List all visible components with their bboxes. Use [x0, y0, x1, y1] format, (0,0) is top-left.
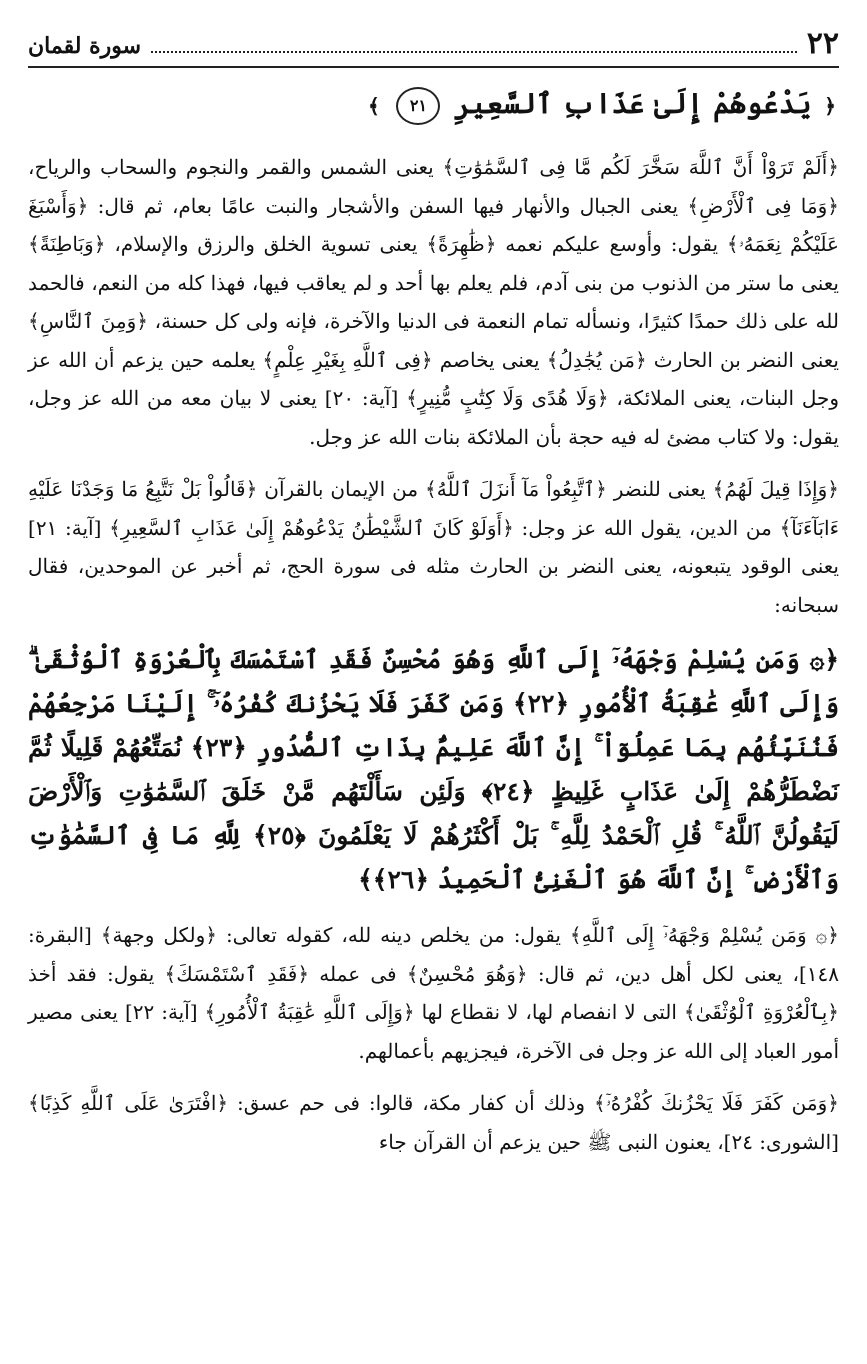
- spacer: [28, 456, 839, 470]
- commentary-paragraph-1: ﴿أَلَمْ تَرَوْاْ أَنَّ ٱللَّهَ سَخَّرَ لَكُم مَّا فِى ٱلسَّمَٰوَٰتِ﴾ يعنى الشمس والقمر والنجوم والسحاب والرياح، ﴿وَمَا فِى ٱلْأَرْضِ﴾ يعنى الجبال والأنهار فيها السفن والأشجار والنبت عامًا بعام، ثم قال: ﴿وَأَسْبَغَ عَلَيْكُمْ نِعَمَهُۥ﴾ يقول: وأوسع عليكم نعمه ﴿ظَٰهِرَةً﴾ يعنى تسوية الخلق والرزق والإسلام، ﴿وَبَاطِنَةً﴾ يعنى ما ستر من الذنوب من بنى آدم، فلم يعلم بها أحد و لم يعاقب فيها، فهذا كله من النعم، فالحمد لله على ذلك حمدًا كثيرًا، ونسأله تمام النعمة فى الدنيا والآخرة، فإنه ولى كل حسنة، ﴿وَمِنَ ٱلنَّاسِ﴾ يعنى النضر بن الحارث ﴿مَن يُجَٰدِلُ﴾ يعنى يخاصم ﴿فِى ٱللَّهِ بِغَيْرِ عِلْمٍ﴾ يعلمه حين يزعم أن الله عز وجل البنات، يعنى الملائكة، ﴿وَلَا هُدًى وَلَا كِتَٰبٍ مُّنِيرٍ﴾ [آية: ٢٠] يعنى لا بيان معه من الله عز وجل، يقول: ولا كتاب مضئ له فيه حجة بأن الملائكة بنات الله عز وجل.: [28, 155, 839, 449]
- spacer: [28, 134, 839, 148]
- quran-verses-block: ﴿۞ وَمَن يُسْلِمْ وَجْهَهُۥٓ إِلَى ٱللَّهِ وَهُوَ مُحْسِنٌ فَقَدِ ٱسْتَمْسَكَ بِٱلْعُرْوَةِ ٱلْوُثْقَىٰ ۗ وَإِلَى ٱللَّهِ عَٰقِبَةُ ٱلْأُمُورِ ﴿٢٢﴾ وَمَن كَفَرَ فَلَا يَحْزُنكَ كُفْرُهُۥٓ ۚ إِلَيْنَا مَرْجِعُهُمْ فَنُنَبِّئُهُم بِمَا عَمِلُوٓاْ ۚ إِنَّ ٱللَّهَ عَلِيمٌۢ بِذَاتِ ٱلصُّدُورِ ﴿٢٣﴾ نُمَتِّعُهُمْ قَلِيلًا ثُمَّ نَضْطَرُّهُمْ إِلَىٰ عَذَابٍ غَلِيظٍ ﴿٢٤﴾ وَلَئِن سَأَلْتَهُم مَّنْ خَلَقَ ٱلسَّمَٰوَٰتِ وَٱلْأَرْضَ لَيَقُولُنَّ ٱللَّهُ ۚ قُلِ ٱلْحَمْدُ لِلَّهِ ۚ بَلْ أَكْثَرُهُمْ لَا يَعْلَمُونَ ﴿٢٥﴾ لِلَّهِ مَا فِى ٱلسَّمَٰوَٰتِ وَٱلْأَرْضِ ۚ إِنَّ ٱللَّهَ هُوَ ٱلْغَنِىُّ ٱلْحَمِيدُ ﴿٢٦﴾﴾: [28, 645, 840, 894]
- ayah-number-marker: ٢١: [396, 87, 440, 125]
- page-header: [28, 26, 839, 64]
- page-number: ٢٢: [806, 26, 839, 61]
- header-rule: [28, 66, 839, 68]
- spacer: [28, 1070, 839, 1084]
- commentary-paragraph-4: ﴿وَمَن كَفَرَ فَلَا يَحْزُنكَ كُفْرُهُۥٓ﴾ وذلك أن كفار مكة، قالوا: فى حم عسق: ﴿افْتَرَىٰ عَلَى ٱللَّهِ كَذِبًا﴾ [الشورى: ٢٤]، يعنون النبى ﷺ حين يزعم أن القرآن جاء: [28, 1091, 839, 1154]
- header-dotted-leader: [151, 51, 797, 53]
- surah-title: سورة لقمان: [28, 33, 142, 59]
- commentary-paragraph-3: ﴿۞ وَمَن يُسْلِمْ وَجْهَهُۥٓ إِلَى ٱللَّهِ﴾ يقول: من يخلص دينه لله، كقوله تعالى: ﴿ولكل وجهة﴾ [البقرة: ١٤٨]، يعنى لكل أهل دين، ثم قال: ﴿وَهُوَ مُحْسِنٌ﴾ فى عمله ﴿فَقَدِ ٱسْتَمْسَكَ﴾ يقول: فقد أخذ ﴿بِٱلْعُرْوَةِ ٱلْوُثْقَىٰ﴾ التى لا انفصام لها، لا نقطاع لها ﴿وَإِلَى ٱللَّهِ عَٰقِبَةُ ٱلْأُمُورِ﴾ [آية: ٢٢] يعنى مصير أمور العباد إلى الله عز وجل فى الآخرة، فيجزيهم بأعمالهم.: [28, 923, 839, 1063]
- top-verse: [28, 76, 839, 134]
- commentary-paragraph-2: ﴿وَإِذَا قِيلَ لَهُمُ﴾ يعنى للنضر ﴿ٱتَّبِعُواْ مَآ أَنزَلَ ٱللَّهُ﴾ من الإيمان بالقرآن ﴿قَالُواْ بَلْ نَتَّبِعُ مَا وَجَدْنَا عَلَيْهِ ءَابَآءَنَآ﴾ من الدين، يقول الله عز وجل: ﴿أَوَلَوْ كَانَ ٱلشَّيْطَٰنُ يَدْعُوهُمْ إِلَىٰ عَذَابِ ٱلسَّعِيرِ﴾ [آية: ٢١] يعنى الوقود يتبعونه، يعنى النضر بن الحارث مثله فى سورة الحج، ثم أخبر عن الموحدين، فقال سبحانه:: [28, 477, 839, 617]
- verse-open-bracket-icon: ﴿: [824, 94, 836, 118]
- verse-close-bracket-icon: ﴾: [367, 94, 380, 118]
- top-verse-text: يَدْعُوهُمْ إِلَىٰ عَذَابِ ٱلسَّعِيرِ: [454, 87, 812, 120]
- spacer: [28, 624, 839, 638]
- spacer: [28, 902, 839, 916]
- book-page: [28, 26, 839, 1161]
